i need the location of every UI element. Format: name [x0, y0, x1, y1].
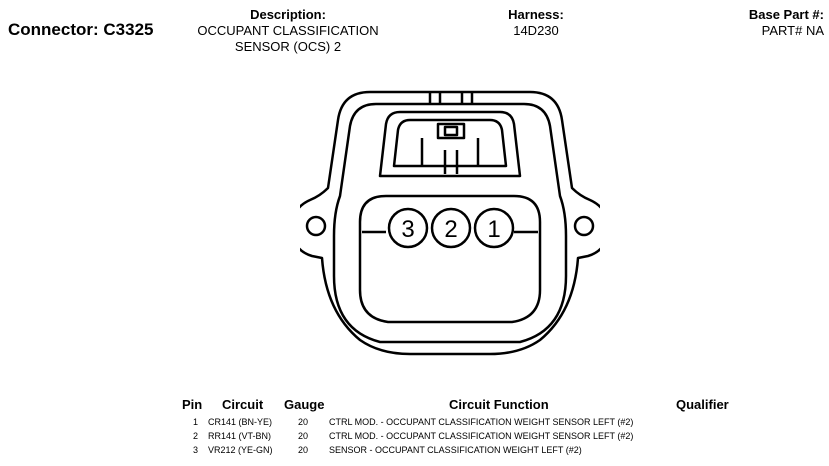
row-function: CTRL MOD. - OCCUPANT CLASSIFICATION WEIGHT SENSOR LEFT (#2) [329, 417, 634, 427]
row-gauge: 20 [298, 431, 309, 441]
col-header-pin: Pin [182, 397, 203, 412]
right-ear-hole [575, 217, 593, 235]
pin-3-label: 3 [401, 216, 415, 243]
row-gauge: 20 [298, 417, 309, 427]
col-header-gauge: Gauge [284, 397, 325, 412]
table-row [176, 417, 746, 431]
description-label: Description: [250, 7, 326, 22]
table-row [176, 431, 746, 445]
col-header-qualifier: Qualifier [676, 397, 729, 412]
col-header-circuit: Circuit [222, 397, 264, 412]
description-line-1: OCCUPANT CLASSIFICATION [197, 23, 379, 38]
latch-slot [445, 127, 457, 135]
row-circuit: VR212 (YE-GN) [208, 445, 273, 455]
harness-label: Harness: [508, 7, 564, 22]
base-part-value: PART# NA [761, 23, 824, 38]
row-pin: 2 [192, 431, 198, 441]
row-circuit: RR141 (VT-BN) [208, 431, 272, 441]
row-pin: 1 [192, 417, 198, 427]
base-part-block [704, 7, 824, 39]
base-part-label: Base Part #: [748, 7, 824, 22]
row-function: CTRL MOD. - OCCUPANT CLASSIFICATION WEIGHT SENSOR LEFT (#2) [329, 431, 634, 441]
connector-face-diagram [300, 88, 600, 358]
connector-title: Connector: C3325 [8, 20, 154, 39]
col-header-function: Circuit Function [449, 397, 549, 412]
row-gauge: 20 [298, 445, 309, 455]
row-circuit: CR141 (BN-YE) [208, 417, 273, 427]
harness-value: 14D230 [513, 23, 559, 38]
pin-1-label: 1 [487, 216, 501, 243]
description-block [190, 7, 386, 55]
table-row [176, 445, 746, 459]
pin-2-label: 2 [444, 216, 458, 243]
harness-block [486, 7, 586, 39]
left-ear-hole [307, 217, 325, 235]
row-pin: 3 [192, 445, 198, 455]
row-function: SENSOR - OCCUPANT CLASSIFICATION WEIGHT LEFT (#2) [329, 445, 582, 455]
description-line-2: SENSOR (OCS) 2 [234, 39, 342, 54]
